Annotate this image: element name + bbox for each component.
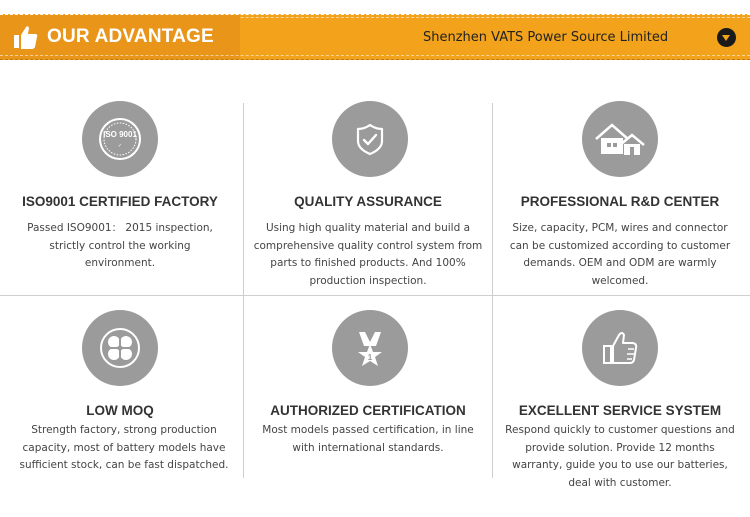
feature-title: AUTHORIZED CERTIFICATION (270, 403, 466, 418)
houses-icon (582, 101, 658, 177)
chevron-down-icon[interactable] (717, 28, 736, 47)
icon-circle (82, 101, 158, 177)
clover-icon (82, 310, 158, 386)
icon-circle (582, 310, 658, 386)
feature-title: EXCELLENT SERVICE SYSTEM (518, 403, 722, 418)
svg-text:1: 1 (367, 353, 373, 362)
shield-check-icon (332, 101, 408, 177)
feature-title: ISO9001 CERTIFIED FACTORY (22, 194, 218, 209)
title-block (0, 15, 240, 59)
grid-divider (243, 296, 244, 478)
feature-description: Respond quickly to customer questions and provide solution. Provide 12 months warranty, guide you to use our batteries, deal with customer. (505, 424, 735, 489)
thumbs-up-icon (582, 310, 658, 386)
company-name: Shenzhen VATS Power Source Limited (423, 30, 669, 45)
feature-description: Most models passed certification, in line with international standards. (262, 424, 474, 454)
thumbs-up-icon (12, 23, 40, 51)
icon-circle (332, 101, 408, 177)
iso-seal-icon (82, 101, 158, 177)
feature-description: Using high quality material and build a comprehensive quality control system from parts to finished products. And 100% production inspection. (253, 222, 483, 287)
badge-star-icon (332, 310, 408, 386)
feature-title: PROFESSIONAL R&D CENTER (520, 194, 720, 209)
grid-divider (492, 296, 493, 478)
grid-divider (492, 103, 493, 295)
svg-text:✓: ✓ (117, 143, 123, 149)
svg-text:ISO 9001: ISO 9001 (103, 130, 137, 139)
feature-title: LOW MOQ (86, 403, 154, 418)
page-title: OUR ADVANTAGE (47, 26, 214, 47)
header-banner (0, 14, 750, 60)
feature-description: Size, capacity, PCM, wires and connector can be customized according to customer demands. OEM and ODM are warmly welcomed. (509, 222, 731, 287)
feature-description: Strength factory, strong production capacity, most of battery models have sufficient stock, can be fast dispatched. (19, 424, 229, 471)
feature-title: QUALITY ASSURANCE (294, 194, 442, 209)
grid-divider (0, 295, 750, 296)
icon-circle (332, 310, 408, 386)
feature-description: Passed ISO9001： 2015 inspection, strictly control the working environment. (27, 222, 213, 269)
icon-circle (582, 101, 658, 177)
icon-circle (82, 310, 158, 386)
